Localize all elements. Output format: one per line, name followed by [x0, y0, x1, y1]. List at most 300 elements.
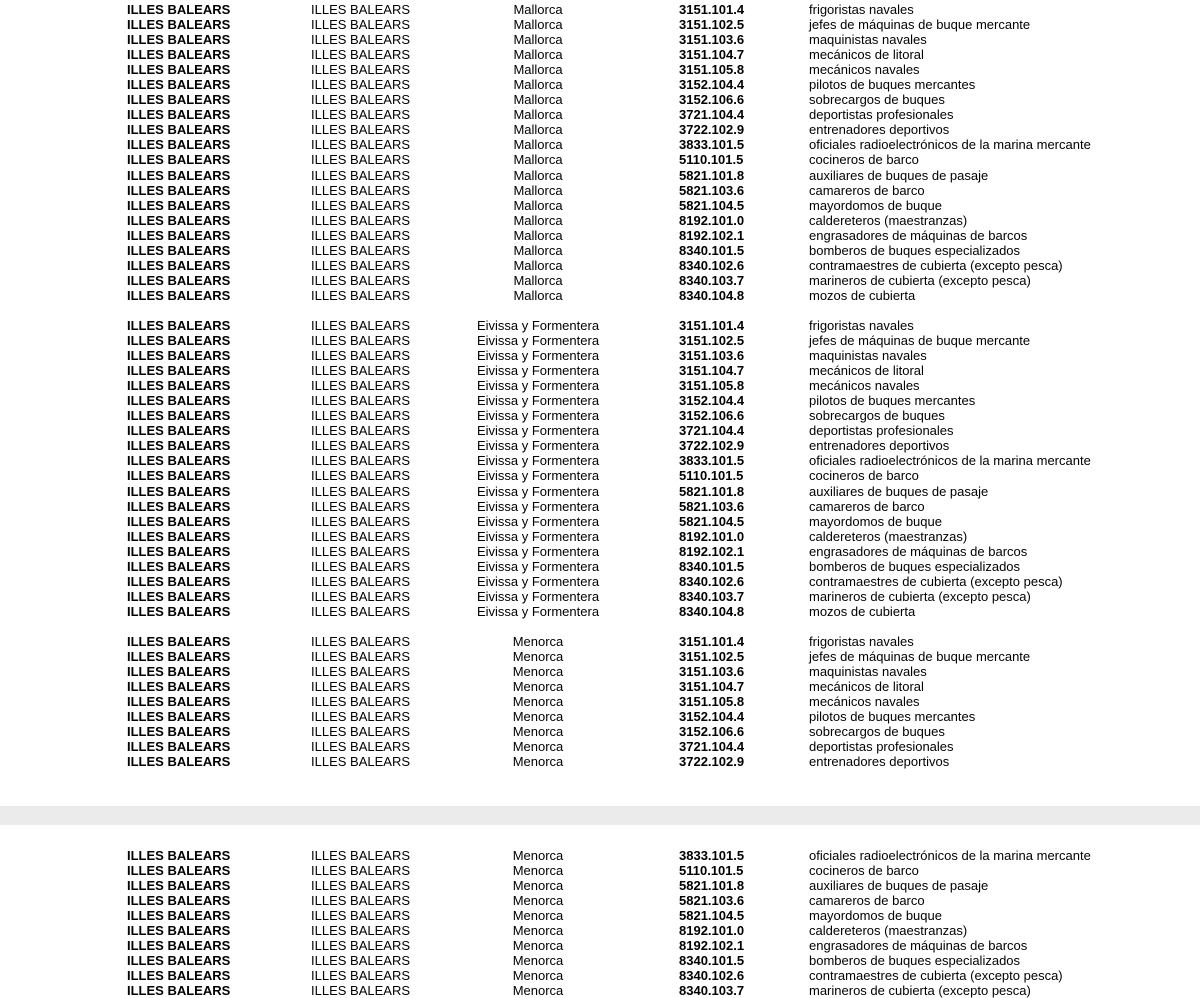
island-cell: Mallorca: [513, 77, 563, 93]
island-cell: Menorca: [512, 739, 564, 755]
occupation-name-cell: auxiliares de buques de pasaje: [809, 483, 989, 499]
table-row: [0, 243, 1200, 258]
region-cell: ILLES BALEARS: [127, 2, 231, 17]
region-cell: ILLES BALEARS: [127, 908, 231, 924]
occupation-code-cell: 3151.101.4: [679, 2, 745, 17]
table-row: [0, 848, 1200, 863]
table-row: [0, 574, 1200, 589]
province-cell: ILLES BALEARS: [311, 543, 410, 559]
occupation-name-cell: auxiliares de buques de pasaje: [809, 167, 989, 183]
island-cell: Mallorca: [513, 212, 563, 228]
province-cell: ILLES BALEARS: [311, 588, 410, 604]
occupation-name-cell: frigoristas navales: [809, 2, 914, 17]
island-cell: Menorca: [512, 953, 564, 969]
province-cell: ILLES BALEARS: [311, 227, 410, 243]
occupation-code-cell: 3151.105.8: [679, 62, 745, 78]
island-cell: Eivissa y Formentera: [476, 408, 600, 424]
occupation-code-cell: 3151.104.7: [679, 679, 745, 695]
table-row: [0, 288, 1200, 303]
occupation-name-cell: marineros de cubierta (excepto pesca): [809, 983, 1031, 998]
region-cell: ILLES BALEARS: [127, 923, 231, 939]
table-row: [0, 544, 1200, 559]
occupation-name-cell: mozos de cubierta: [809, 287, 916, 303]
occupation-code-cell: 3152.106.6: [679, 92, 745, 108]
occupation-name-cell: mozos de cubierta: [809, 603, 916, 619]
region-cell: ILLES BALEARS: [127, 242, 231, 258]
province-cell: ILLES BALEARS: [311, 468, 410, 484]
province-cell: ILLES BALEARS: [311, 2, 410, 17]
region-cell: ILLES BALEARS: [127, 664, 231, 680]
island-cell: Mallorca: [513, 137, 563, 153]
page-2-rows: [0, 848, 1200, 998]
region-cell: ILLES BALEARS: [127, 167, 231, 183]
occupation-name-cell: engrasadores de máquinas de barcos: [809, 227, 1028, 243]
occupation-code-cell: 3833.101.5: [679, 848, 745, 863]
occupation-code-cell: 8340.103.7: [679, 272, 745, 288]
region-cell: ILLES BALEARS: [127, 573, 231, 589]
table-row: [0, 348, 1200, 363]
island-cell: Menorca: [512, 893, 564, 909]
table-row: [0, 453, 1200, 468]
province-cell: ILLES BALEARS: [311, 348, 410, 364]
region-cell: ILLES BALEARS: [127, 938, 231, 954]
island-cell: Menorca: [512, 923, 564, 939]
region-cell: ILLES BALEARS: [127, 62, 231, 78]
occupation-code-cell: 3151.103.6: [679, 348, 745, 364]
occupation-name-cell: deportistas profesionales: [809, 107, 954, 123]
region-cell: ILLES BALEARS: [127, 983, 231, 998]
occupation-code-cell: 3152.104.4: [679, 709, 745, 725]
island-cell: Eivissa y Formentera: [476, 468, 600, 484]
occupation-name-cell: cocineros de barco: [809, 863, 919, 879]
region-cell: ILLES BALEARS: [127, 47, 231, 63]
table-row: [0, 694, 1200, 709]
island-cell: Menorca: [512, 983, 564, 998]
table-row: [0, 168, 1200, 183]
table-row: [0, 878, 1200, 893]
occupation-name-cell: mecánicos navales: [809, 694, 920, 710]
island-cell: Mallorca: [513, 107, 563, 123]
region-cell: ILLES BALEARS: [127, 724, 231, 740]
province-cell: ILLES BALEARS: [311, 664, 410, 680]
occupation-code-cell: 3721.104.4: [679, 423, 745, 439]
island-cell: Menorca: [512, 878, 564, 894]
table-row: [0, 529, 1200, 544]
island-cell: Menorca: [512, 938, 564, 954]
region-cell: ILLES BALEARS: [127, 77, 231, 93]
province-cell: ILLES BALEARS: [311, 393, 410, 409]
region-cell: ILLES BALEARS: [127, 32, 231, 48]
island-cell: Mallorca: [513, 122, 563, 138]
table-row: [0, 333, 1200, 348]
region-cell: ILLES BALEARS: [127, 378, 231, 394]
occupation-name-cell: mecánicos de litoral: [809, 363, 924, 379]
table-row: [0, 953, 1200, 968]
table-row: [0, 724, 1200, 739]
province-cell: ILLES BALEARS: [311, 272, 410, 288]
region-cell: ILLES BALEARS: [127, 498, 231, 514]
island-cell: Mallorca: [513, 32, 563, 48]
group-spacer: [0, 619, 1200, 634]
region-cell: ILLES BALEARS: [127, 679, 231, 695]
table-row: [0, 318, 1200, 333]
occupation-code-cell: 3152.106.6: [679, 408, 745, 424]
occupation-name-cell: frigoristas navales: [809, 317, 914, 333]
occupation-name-cell: maquinistas navales: [809, 664, 927, 680]
island-cell: Menorca: [512, 664, 564, 680]
table-row: [0, 604, 1200, 619]
occupation-name-cell: mayordomos de buque: [809, 908, 942, 924]
province-cell: ILLES BALEARS: [311, 694, 410, 710]
region-cell: ILLES BALEARS: [127, 272, 231, 288]
occupation-code-cell: 5821.103.6: [679, 498, 745, 514]
occupation-name-cell: engrasadores de máquinas de barcos: [809, 543, 1028, 559]
occupation-code-cell: 8192.101.0: [679, 528, 745, 544]
region-cell: ILLES BALEARS: [127, 348, 231, 364]
province-cell: ILLES BALEARS: [311, 257, 410, 273]
island-cell: Mallorca: [513, 287, 563, 303]
province-cell: ILLES BALEARS: [311, 528, 410, 544]
occupation-name-cell: deportistas profesionales: [809, 423, 954, 439]
table-row: [0, 92, 1200, 107]
region-cell: ILLES BALEARS: [127, 92, 231, 108]
island-cell: Mallorca: [513, 152, 563, 168]
occupation-code-cell: 3722.102.9: [679, 122, 745, 138]
province-cell: ILLES BALEARS: [311, 453, 410, 469]
island-cell: Eivissa y Formentera: [476, 333, 600, 349]
occupation-code-cell: 3722.102.9: [679, 754, 745, 770]
province-cell: ILLES BALEARS: [311, 923, 410, 939]
table-row: [0, 968, 1200, 983]
occupation-name-cell: marineros de cubierta (excepto pesca): [809, 588, 1031, 604]
occupation-name-cell: entrenadores deportivos: [809, 122, 950, 138]
occupation-name-cell: bomberos de buques especializados: [809, 558, 1021, 574]
island-cell: Mallorca: [513, 167, 563, 183]
island-cell: Eivissa y Formentera: [476, 453, 600, 469]
table-row: [0, 32, 1200, 47]
occupation-code-cell: 8340.101.5: [679, 242, 745, 258]
occupation-code-cell: 8340.101.5: [679, 953, 745, 969]
occupation-code-cell: 5821.104.5: [679, 197, 745, 213]
occupation-code-cell: 5821.101.8: [679, 878, 745, 894]
occupation-name-cell: cocineros de barco: [809, 152, 919, 168]
island-cell: Menorca: [512, 679, 564, 695]
island-cell: Mallorca: [513, 62, 563, 78]
province-cell: ILLES BALEARS: [311, 408, 410, 424]
occupation-code-cell: 3721.104.4: [679, 107, 745, 123]
province-cell: ILLES BALEARS: [311, 287, 410, 303]
province-cell: ILLES BALEARS: [311, 878, 410, 894]
occupation-name-cell: contramaestres de cubierta (excepto pesca): [809, 257, 1063, 273]
province-cell: ILLES BALEARS: [311, 363, 410, 379]
table-row: [0, 739, 1200, 754]
occupation-code-cell: 8192.102.1: [679, 543, 745, 559]
occupation-code-cell: 3151.104.7: [679, 363, 745, 379]
table-row: [0, 273, 1200, 288]
occupation-name-cell: jefes de máquinas de buque mercante: [809, 17, 1031, 33]
occupation-code-cell: 3151.102.5: [679, 649, 745, 665]
province-cell: ILLES BALEARS: [311, 32, 410, 48]
occupation-code-cell: 8340.104.8: [679, 603, 745, 619]
occupation-code-cell: 8340.101.5: [679, 558, 745, 574]
province-cell: ILLES BALEARS: [311, 498, 410, 514]
table-row: [0, 62, 1200, 77]
region-cell: ILLES BALEARS: [127, 408, 231, 424]
island-cell: Eivissa y Formentera: [476, 573, 600, 589]
province-cell: ILLES BALEARS: [311, 603, 410, 619]
province-cell: ILLES BALEARS: [311, 378, 410, 394]
occupation-code-cell: 3152.104.4: [679, 393, 745, 409]
table-row: [0, 679, 1200, 694]
region-cell: ILLES BALEARS: [127, 558, 231, 574]
occupation-name-cell: mayordomos de buque: [809, 513, 942, 529]
page-separator: [0, 806, 1200, 825]
occupation-name-cell: camareros de barco: [809, 182, 925, 198]
table-row: [0, 363, 1200, 378]
occupation-name-cell: deportistas profesionales: [809, 739, 954, 755]
province-cell: ILLES BALEARS: [311, 47, 410, 63]
island-cell: Mallorca: [513, 92, 563, 108]
table-row: [0, 228, 1200, 243]
region-cell: ILLES BALEARS: [127, 603, 231, 619]
occupation-code-cell: 3151.101.4: [679, 633, 745, 649]
province-cell: ILLES BALEARS: [311, 953, 410, 969]
occupation-name-cell: bomberos de buques especializados: [809, 242, 1021, 258]
province-cell: ILLES BALEARS: [311, 137, 410, 153]
occupation-code-cell: 8192.101.0: [679, 923, 745, 939]
province-cell: ILLES BALEARS: [311, 197, 410, 213]
table-row: [0, 47, 1200, 62]
province-cell: ILLES BALEARS: [311, 17, 410, 33]
table-row: [0, 893, 1200, 908]
region-cell: ILLES BALEARS: [127, 182, 231, 198]
island-cell: Eivissa y Formentera: [476, 348, 600, 364]
table-row: [0, 863, 1200, 878]
occupation-code-cell: 3151.101.4: [679, 317, 745, 333]
table-row: [0, 514, 1200, 529]
occupation-code-cell: 3151.102.5: [679, 333, 745, 349]
island-cell: Eivissa y Formentera: [476, 317, 600, 333]
region-cell: ILLES BALEARS: [127, 953, 231, 969]
occupation-name-cell: oficiales radioelectrónicos de la marina mercante: [809, 137, 1091, 153]
island-cell: Menorca: [512, 754, 564, 770]
region-cell: ILLES BALEARS: [127, 212, 231, 228]
occupation-name-cell: contramaestres de cubierta (excepto pesca): [809, 968, 1063, 984]
table-row: [0, 709, 1200, 724]
province-cell: ILLES BALEARS: [311, 438, 410, 454]
region-cell: ILLES BALEARS: [127, 287, 231, 303]
table-row: [0, 438, 1200, 453]
island-cell: Mallorca: [513, 227, 563, 243]
island-cell: Eivissa y Formentera: [476, 363, 600, 379]
occupation-code-cell: 3722.102.9: [679, 438, 745, 454]
occupation-name-cell: jefes de máquinas de buque mercante: [809, 649, 1031, 665]
occupation-name-cell: pilotos de buques mercantes: [809, 393, 976, 409]
region-cell: ILLES BALEARS: [127, 137, 231, 153]
region-cell: ILLES BALEARS: [127, 694, 231, 710]
region-cell: ILLES BALEARS: [127, 543, 231, 559]
province-cell: ILLES BALEARS: [311, 107, 410, 123]
table-row: [0, 378, 1200, 393]
region-cell: ILLES BALEARS: [127, 483, 231, 499]
occupation-name-cell: maquinistas navales: [809, 348, 927, 364]
island-cell: Menorca: [512, 694, 564, 710]
region-cell: ILLES BALEARS: [127, 754, 231, 770]
occupation-code-cell: 8340.104.8: [679, 287, 745, 303]
island-cell: Eivissa y Formentera: [476, 378, 600, 394]
island-cell: Menorca: [512, 633, 564, 649]
island-cell: Menorca: [512, 968, 564, 984]
province-cell: ILLES BALEARS: [311, 754, 410, 770]
island-cell: Mallorca: [513, 257, 563, 273]
region-cell: ILLES BALEARS: [127, 438, 231, 454]
table-row: [0, 77, 1200, 92]
island-cell: Eivissa y Formentera: [476, 528, 600, 544]
table-row: [0, 152, 1200, 167]
region-cell: ILLES BALEARS: [127, 423, 231, 439]
group-spacer: [0, 303, 1200, 318]
province-cell: ILLES BALEARS: [311, 423, 410, 439]
occupation-code-cell: 5821.101.8: [679, 167, 745, 183]
table-row: [0, 908, 1200, 923]
province-cell: ILLES BALEARS: [311, 513, 410, 529]
occupation-name-cell: camareros de barco: [809, 498, 925, 514]
island-cell: Eivissa y Formentera: [476, 558, 600, 574]
island-cell: Eivissa y Formentera: [476, 603, 600, 619]
occupation-code-cell: 5821.104.5: [679, 908, 745, 924]
province-cell: ILLES BALEARS: [311, 573, 410, 589]
region-cell: ILLES BALEARS: [127, 848, 231, 863]
region-cell: ILLES BALEARS: [127, 878, 231, 894]
region-cell: ILLES BALEARS: [127, 528, 231, 544]
province-cell: ILLES BALEARS: [311, 483, 410, 499]
occupation-code-cell: 8340.102.6: [679, 257, 745, 273]
occupation-name-cell: maquinistas navales: [809, 32, 927, 48]
region-cell: ILLES BALEARS: [127, 863, 231, 879]
island-cell: Eivissa y Formentera: [476, 438, 600, 454]
province-cell: ILLES BALEARS: [311, 633, 410, 649]
occupation-name-cell: entrenadores deportivos: [809, 754, 950, 770]
island-cell: Mallorca: [513, 2, 563, 17]
occupation-name-cell: marineros de cubierta (excepto pesca): [809, 272, 1031, 288]
table-row: [0, 559, 1200, 574]
island-cell: Menorca: [512, 724, 564, 740]
table-row: [0, 137, 1200, 152]
table-row: [0, 17, 1200, 32]
occupation-code-cell: 3721.104.4: [679, 739, 745, 755]
occupation-code-cell: 5821.104.5: [679, 513, 745, 529]
province-cell: ILLES BALEARS: [311, 709, 410, 725]
document-page-2: [0, 825, 1200, 998]
table-row: [0, 198, 1200, 213]
province-cell: ILLES BALEARS: [311, 863, 410, 879]
region-cell: ILLES BALEARS: [127, 257, 231, 273]
table-row: [0, 468, 1200, 483]
occupation-name-cell: frigoristas navales: [809, 633, 914, 649]
province-cell: ILLES BALEARS: [311, 182, 410, 198]
occupation-code-cell: 3151.103.6: [679, 32, 745, 48]
page-1-rows: [0, 2, 1200, 769]
table-row: [0, 634, 1200, 649]
occupation-code-cell: 5821.101.8: [679, 483, 745, 499]
occupation-code-cell: 5821.103.6: [679, 893, 745, 909]
province-cell: ILLES BALEARS: [311, 152, 410, 168]
region-cell: ILLES BALEARS: [127, 107, 231, 123]
province-cell: ILLES BALEARS: [311, 739, 410, 755]
province-cell: ILLES BALEARS: [311, 62, 410, 78]
island-cell: Eivissa y Formentera: [476, 423, 600, 439]
region-cell: ILLES BALEARS: [127, 968, 231, 984]
occupation-name-cell: sobrecargos de buques: [809, 408, 945, 424]
region-cell: ILLES BALEARS: [127, 197, 231, 213]
occupation-name-cell: auxiliares de buques de pasaje: [809, 878, 989, 894]
table-row: [0, 589, 1200, 604]
region-cell: ILLES BALEARS: [127, 333, 231, 349]
province-cell: ILLES BALEARS: [311, 333, 410, 349]
table-row: [0, 938, 1200, 953]
occupation-code-cell: 8340.103.7: [679, 588, 745, 604]
province-cell: ILLES BALEARS: [311, 968, 410, 984]
occupation-name-cell: mecánicos navales: [809, 62, 920, 78]
province-cell: ILLES BALEARS: [311, 77, 410, 93]
occupation-code-cell: 8192.102.1: [679, 227, 745, 243]
table-row: [0, 107, 1200, 122]
province-cell: ILLES BALEARS: [311, 908, 410, 924]
province-cell: ILLES BALEARS: [311, 679, 410, 695]
occupation-code-cell: 8340.102.6: [679, 968, 745, 984]
table-row: [0, 664, 1200, 679]
occupation-code-cell: 3152.106.6: [679, 724, 745, 740]
table-row: [0, 484, 1200, 499]
table-row: [0, 499, 1200, 514]
table-row: [0, 2, 1200, 17]
occupation-code-cell: 3833.101.5: [679, 137, 745, 153]
occupation-name-cell: sobrecargos de buques: [809, 92, 945, 108]
occupation-name-cell: sobrecargos de buques: [809, 724, 945, 740]
occupation-name-cell: camareros de barco: [809, 893, 925, 909]
occupation-name-cell: oficiales radioelectrónicos de la marina mercante: [809, 848, 1091, 863]
island-cell: Eivissa y Formentera: [476, 393, 600, 409]
region-cell: ILLES BALEARS: [127, 893, 231, 909]
island-cell: Eivissa y Formentera: [476, 588, 600, 604]
region-cell: ILLES BALEARS: [127, 393, 231, 409]
island-cell: Menorca: [512, 848, 564, 863]
island-cell: Mallorca: [513, 17, 563, 33]
occupation-code-cell: 8192.102.1: [679, 938, 745, 954]
table-row: [0, 754, 1200, 769]
province-cell: ILLES BALEARS: [311, 212, 410, 228]
occupation-code-cell: 5821.103.6: [679, 182, 745, 198]
occupation-code-cell: 8340.103.7: [679, 983, 745, 998]
island-cell: Eivissa y Formentera: [476, 543, 600, 559]
occupation-name-cell: entrenadores deportivos: [809, 438, 950, 454]
occupation-name-cell: mayordomos de buque: [809, 197, 942, 213]
occupation-code-cell: 3151.102.5: [679, 17, 745, 33]
occupation-name-cell: pilotos de buques mercantes: [809, 77, 976, 93]
region-cell: ILLES BALEARS: [127, 633, 231, 649]
province-cell: ILLES BALEARS: [311, 893, 410, 909]
occupation-name-cell: pilotos de buques mercantes: [809, 709, 976, 725]
island-cell: Eivissa y Formentera: [476, 483, 600, 499]
occupation-code-cell: 8192.101.0: [679, 212, 745, 228]
island-cell: Eivissa y Formentera: [476, 498, 600, 514]
province-cell: ILLES BALEARS: [311, 848, 410, 863]
region-cell: ILLES BALEARS: [127, 468, 231, 484]
occupation-code-cell: 3833.101.5: [679, 453, 745, 469]
table-row: [0, 408, 1200, 423]
occupation-code-cell: 5110.101.5: [679, 152, 744, 168]
occupation-code-cell: 8340.102.6: [679, 573, 745, 589]
